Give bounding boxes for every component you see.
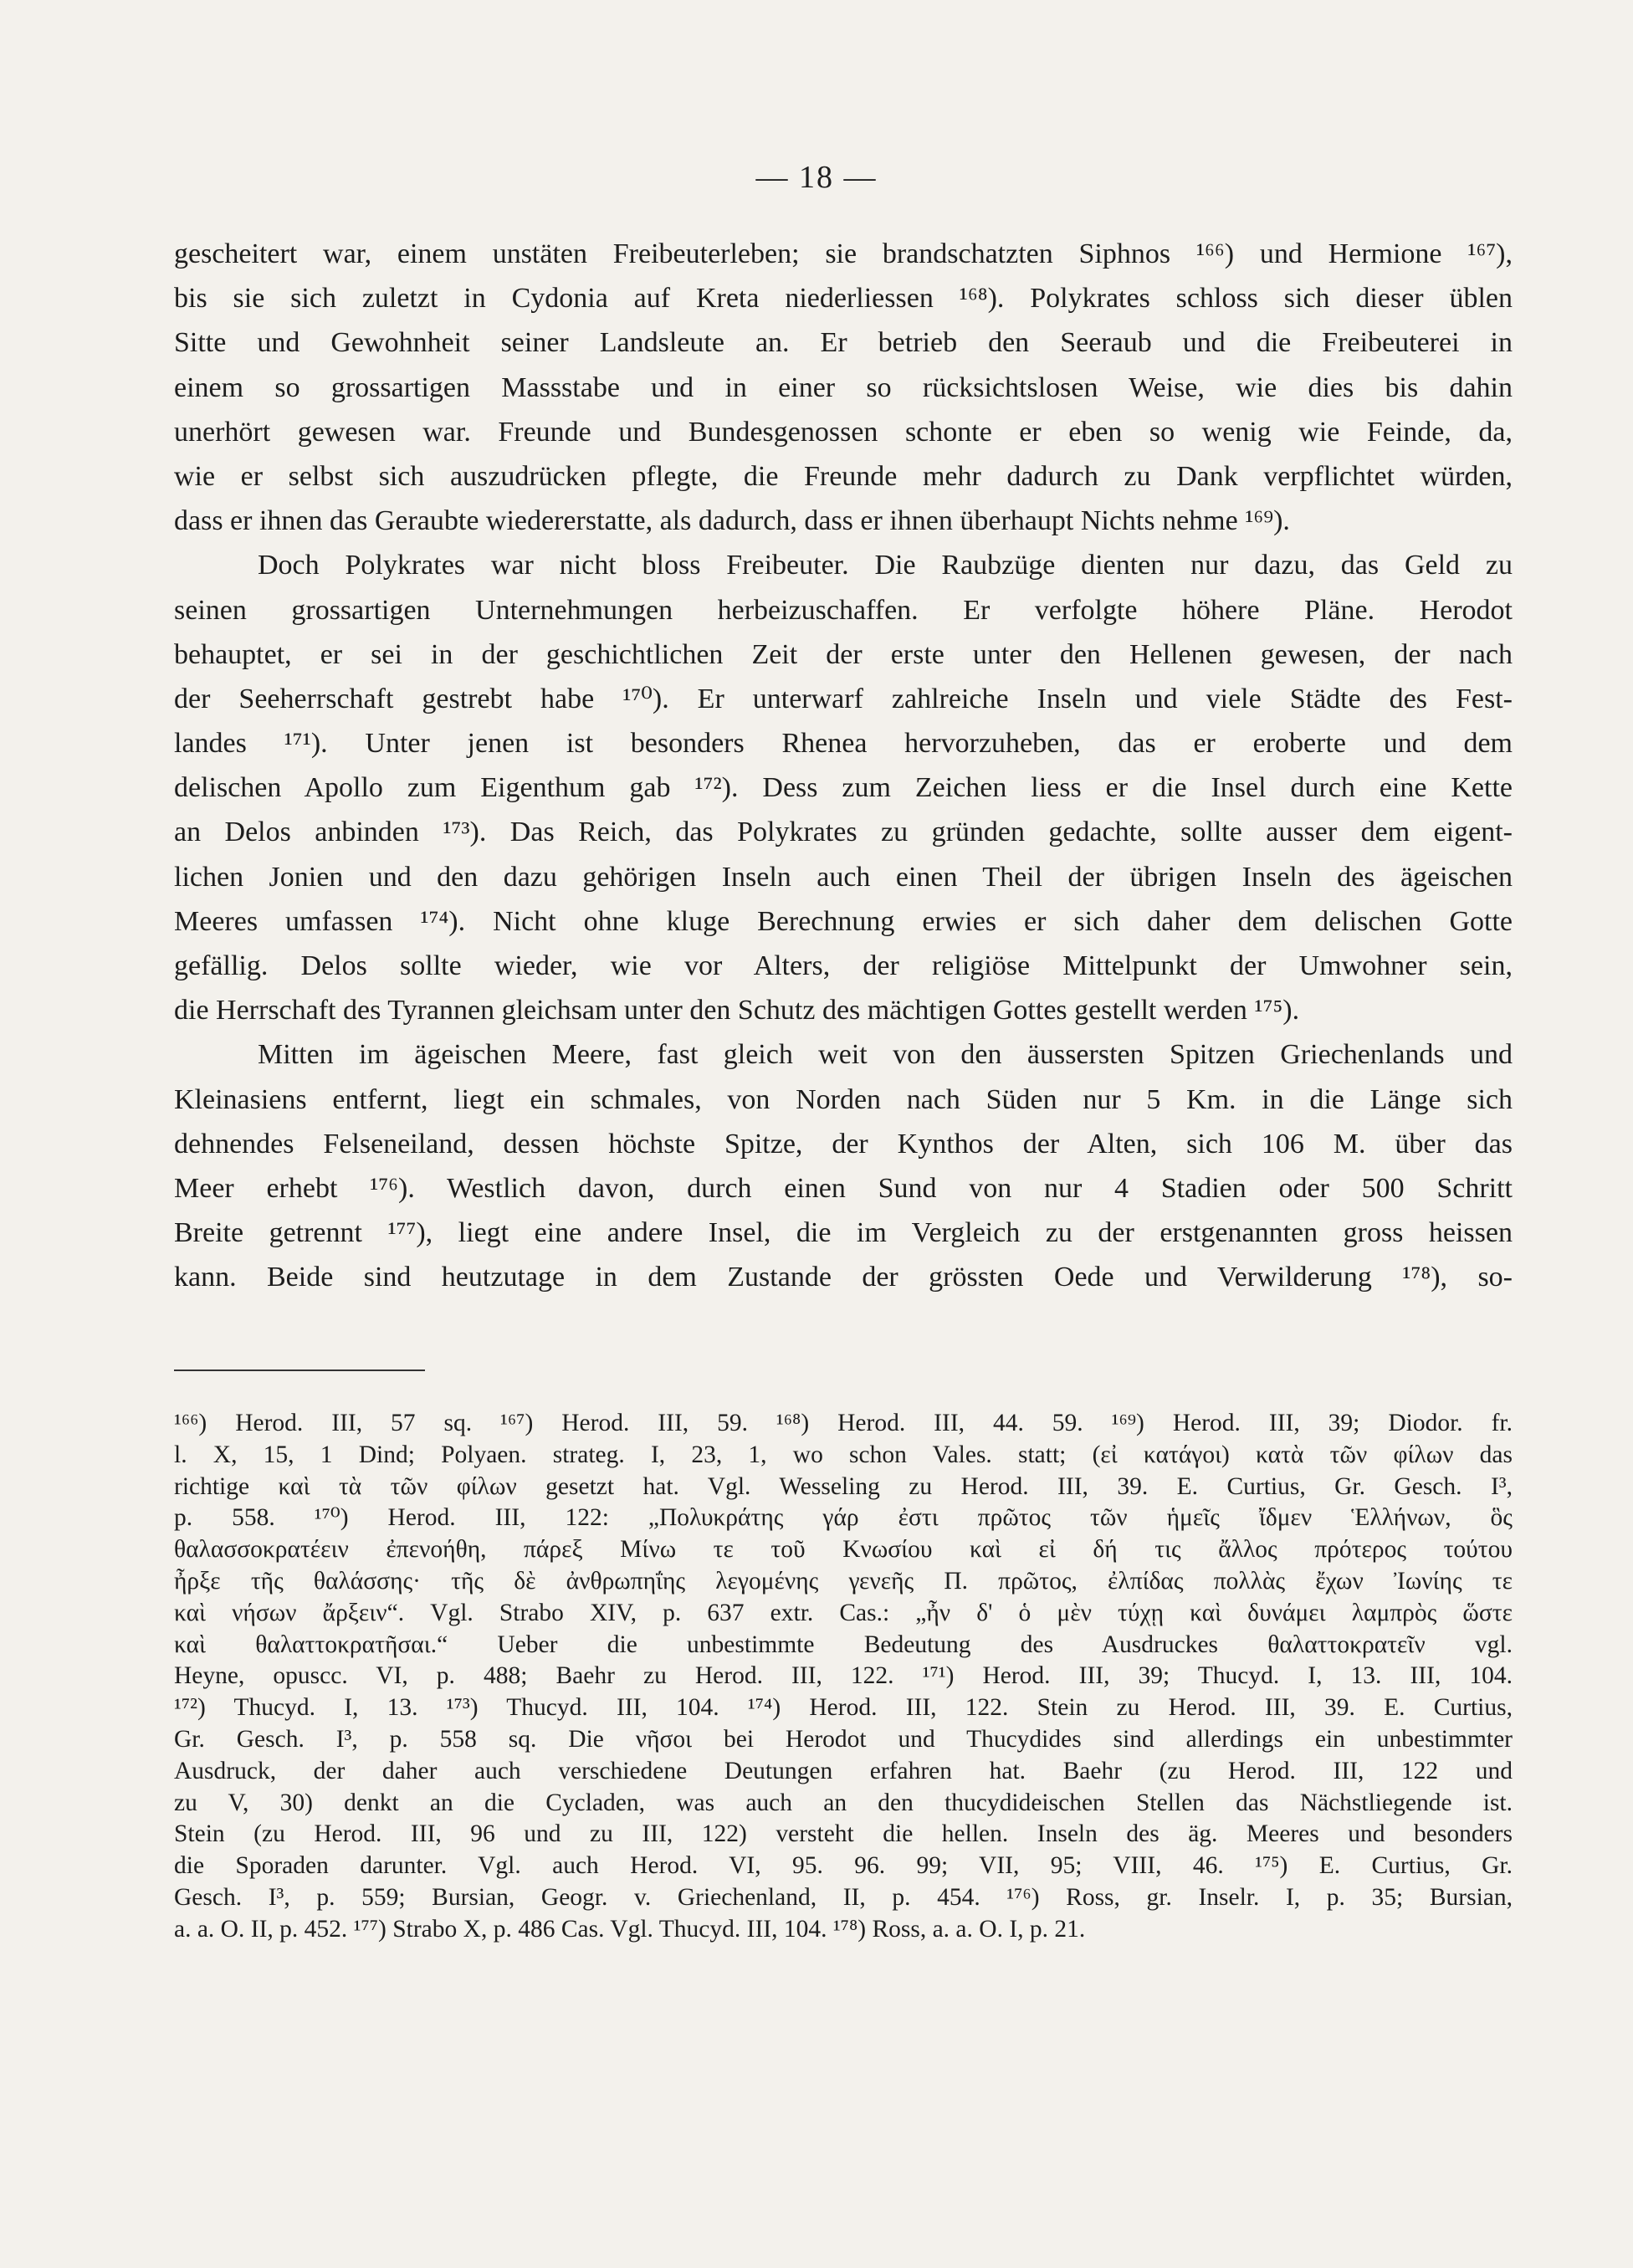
text-line: dass er ihnen das Geraubte wiedererstatte, als dadurch, dass er ihnen überhaupt Nichts nehme ¹⁶⁹). [174, 505, 1290, 537]
footnote-line: καὶ θαλαττοκρατῆσαι.“ Ueber die unbestimmte Bedeutung des Ausdruckes θαλαττοκρατεῖν vgl. [174, 1631, 1513, 1658]
text-line: Mitten im ägeischen Meere, fast gleich weit von den äussersten Spitzen Griechenlands und [258, 1039, 1513, 1071]
text-line: Breite getrennt ¹⁷⁷), liegt eine andere Insel, die im Vergleich zu der erstgenannten gross heissen [174, 1217, 1513, 1249]
main-text [174, 232, 1513, 1300]
text-line: wie er selbst sich auszudrücken pflegte, die Freunde mehr dadurch zu Dank verpflichtet würden, [174, 460, 1513, 492]
text-line: die Herrschaft des Tyrannen gleichsam unter den Schutz des mächtigen Gottes gestellt werden ¹⁷⁵). [174, 995, 1300, 1026]
page-number: — 18 — [755, 160, 878, 195]
text-line: einem so grossartigen Massstabe und in einer so rücksichtslosen Weise, wie dies bis dahin [174, 371, 1513, 403]
text-line: Sitte und Gewohnheit seiner Landsleute an. Er betrieb den Seeraub und die Freibeuterei in [174, 327, 1513, 359]
text-line: gescheitert war, einem unstäten Freibeuterleben; sie brandschatzten Siphnos ¹⁶⁶) und Hermione ¹⁶⁷), [174, 238, 1513, 269]
text-line: Kleinasiens entfernt, liegt ein schmales, von Norden nach Süden nur 5 Km. in die Länge sich [174, 1083, 1513, 1115]
text-line: der Seeherrschaft gestrebt habe ¹⁷⁰). Er unterwarf zahlreiche Inseln und viele Städte des Fest- [174, 683, 1513, 714]
footnote-line: Gr. Gesch. I³, p. 558 sq. Die νῆσοι bei Herodot und Thucydides sind allerdings ein unbestimmter [174, 1725, 1513, 1753]
text-line: Meeres umfassen ¹⁷⁴). Nicht ohne kluge Berechnung erwies er sich daher dem delischen Gotte [174, 905, 1513, 937]
text-line: Meer erhebt ¹⁷⁶). Westlich davon, durch einen Sund von nur 4 Stadien oder 500 Schritt [174, 1172, 1513, 1204]
footnote-line: Ausdruck, der daher auch verschiedene Deutungen erfahren hat. Baehr (zu Herod. III, 122 und [174, 1757, 1513, 1784]
footnote-line: καὶ νήσων ἄρξειν“. Vgl. Strabo XIV, p. 637 extr. Cas.: „ἦν δ' ὁ μὲν τύχῃ καὶ δυνάμει λαμπρὸς ὥστε [174, 1599, 1513, 1626]
text-line: seinen grossartigen Unternehmungen herbeizuschaffen. Er verfolgte höhere Pläne. Herodot [174, 594, 1513, 626]
footnote-line: Gesch. I³, p. 559; Bursian, Geogr. v. Griechenland, II, p. 454. ¹⁷⁶) Ross, gr. Inselr. I, p. 35; Bursian, [174, 1883, 1513, 1911]
footnote-line: zu V, 30) denkt an die Cycladen, was auch an den thucydideischen Stellen das Nächstliegende ist. [174, 1789, 1513, 1816]
text-line: lichen Jonien und den dazu gehörigen Inseln auch einen Theil der übrigen Inseln des ägeischen [174, 861, 1513, 893]
text-line: an Delos anbinden ¹⁷³). Das Reich, das Polykrates zu gründen gedachte, sollte ausser dem eigent- [174, 817, 1513, 848]
footnote-line: Stein (zu Herod. III, 96 und zu III, 122) versteht die hellen. Inseln des äg. Meeres und besonders [174, 1820, 1513, 1848]
text-line: Doch Polykrates war nicht bloss Freibeuter. Die Raubzüge dienten nur dazu, das Geld zu [258, 550, 1513, 581]
text-line: landes ¹⁷¹). Unter jenen ist besonders Rhenea hervorzuheben, das er eroberte und dem [174, 728, 1513, 760]
text-line: bis sie sich zuletzt in Cydonia auf Kreta niederliessen ¹⁶⁸). Polykrates schloss sich dieser üblen [174, 283, 1513, 315]
text-line: gefällig. Delos sollte wieder, wie vor Alters, der religiöse Mittelpunkt der Umwohner sein, [174, 950, 1513, 981]
footnote-line: richtige καὶ τὰ τῶν φίλων gesetzt hat. Vgl. Wesseling zu Herod. III, 39. E. Curtius, Gr. Gesch. I³, [174, 1472, 1513, 1500]
footnote-divider [174, 1370, 425, 1371]
text-line: delischen Apollo zum Eigenthum gab ¹⁷²). Dess zum Zeichen liess er die Insel durch eine Kette [174, 772, 1513, 804]
text-line: kann. Beide sind heutzutage in dem Zustande der grössten Oede und Verwilderung ¹⁷⁸), so- [174, 1262, 1513, 1293]
footnote-line: ¹⁷²) Thucyd. I, 13. ¹⁷³) Thucyd. III, 104. ¹⁷⁴) Herod. III, 122. Stein zu Herod. III, 39. E. Curtius, [174, 1694, 1513, 1722]
footnote-line: Heyne, opuscc. VI, p. 488; Baehr zu Herod. III, 122. ¹⁷¹) Herod. III, 39; Thucyd. I, 13. III, 104. [174, 1662, 1513, 1690]
footnotes [174, 1408, 1513, 1946]
text-line: unerhört gewesen war. Freunde und Bundesgenossen schonte er eben so wenig wie Feinde, da, [174, 416, 1513, 448]
footnote-line: a. a. O. II, p. 452. ¹⁷⁷) Strabo X, p. 486 Cas. Vgl. Thucyd. III, 104. ¹⁷⁸) Ross, a. a. O. I, p. 21. [174, 1915, 1086, 1943]
footnote-line: die Sporaden darunter. Vgl. auch Herod. VI, 95. 96. 99; VII, 95; VIII, 46. ¹⁷⁵) E. Curtius, Gr. [174, 1852, 1513, 1880]
footnote-line: l. X, 15, 1 Dind; Polyaen. strateg. I, 23, 1, wo schon Vales. statt; (εἰ κατάγοι) κατὰ τῶν φίλων das [174, 1441, 1513, 1468]
footnote-line: θαλασσοκρατέειν ἐπενοήθη, πάρεξ Μίνω τε τοῦ Κνωσίου καὶ εἰ δή τις ἄλλος πρότερος τούτου [174, 1536, 1513, 1564]
footnote-line: p. 558. ¹⁷⁰) Herod. III, 122: „Πολυκράτης γάρ ἐστι πρῶτος τῶν ἡμεῖς ἴδμεν Ἑλλήνων, ὃς [174, 1504, 1513, 1532]
text-line: dehnendes Felseneiland, dessen höchste Spitze, der Kynthos der Alten, sich 106 M. über das [174, 1128, 1513, 1160]
footnote-line: ¹⁶⁶) Herod. III, 57 sq. ¹⁶⁷) Herod. III, 59. ¹⁶⁸) Herod. III, 44. 59. ¹⁶⁹) Herod. III, 39; Diodor. fr. [174, 1410, 1513, 1436]
text-line: behauptet, er sei in der geschichtlichen Zeit der erste unter den Hellenen gewesen, der nach [174, 638, 1513, 670]
footnote-line: ἦρξε τῆς θαλάσσης· τῆς δὲ ἀνθρωπηΐης λεγομένης γενεῆς Π. πρῶτος, ἐλπίδας πολλὰς ἔχων Ἰωνίης τε [174, 1567, 1513, 1595]
